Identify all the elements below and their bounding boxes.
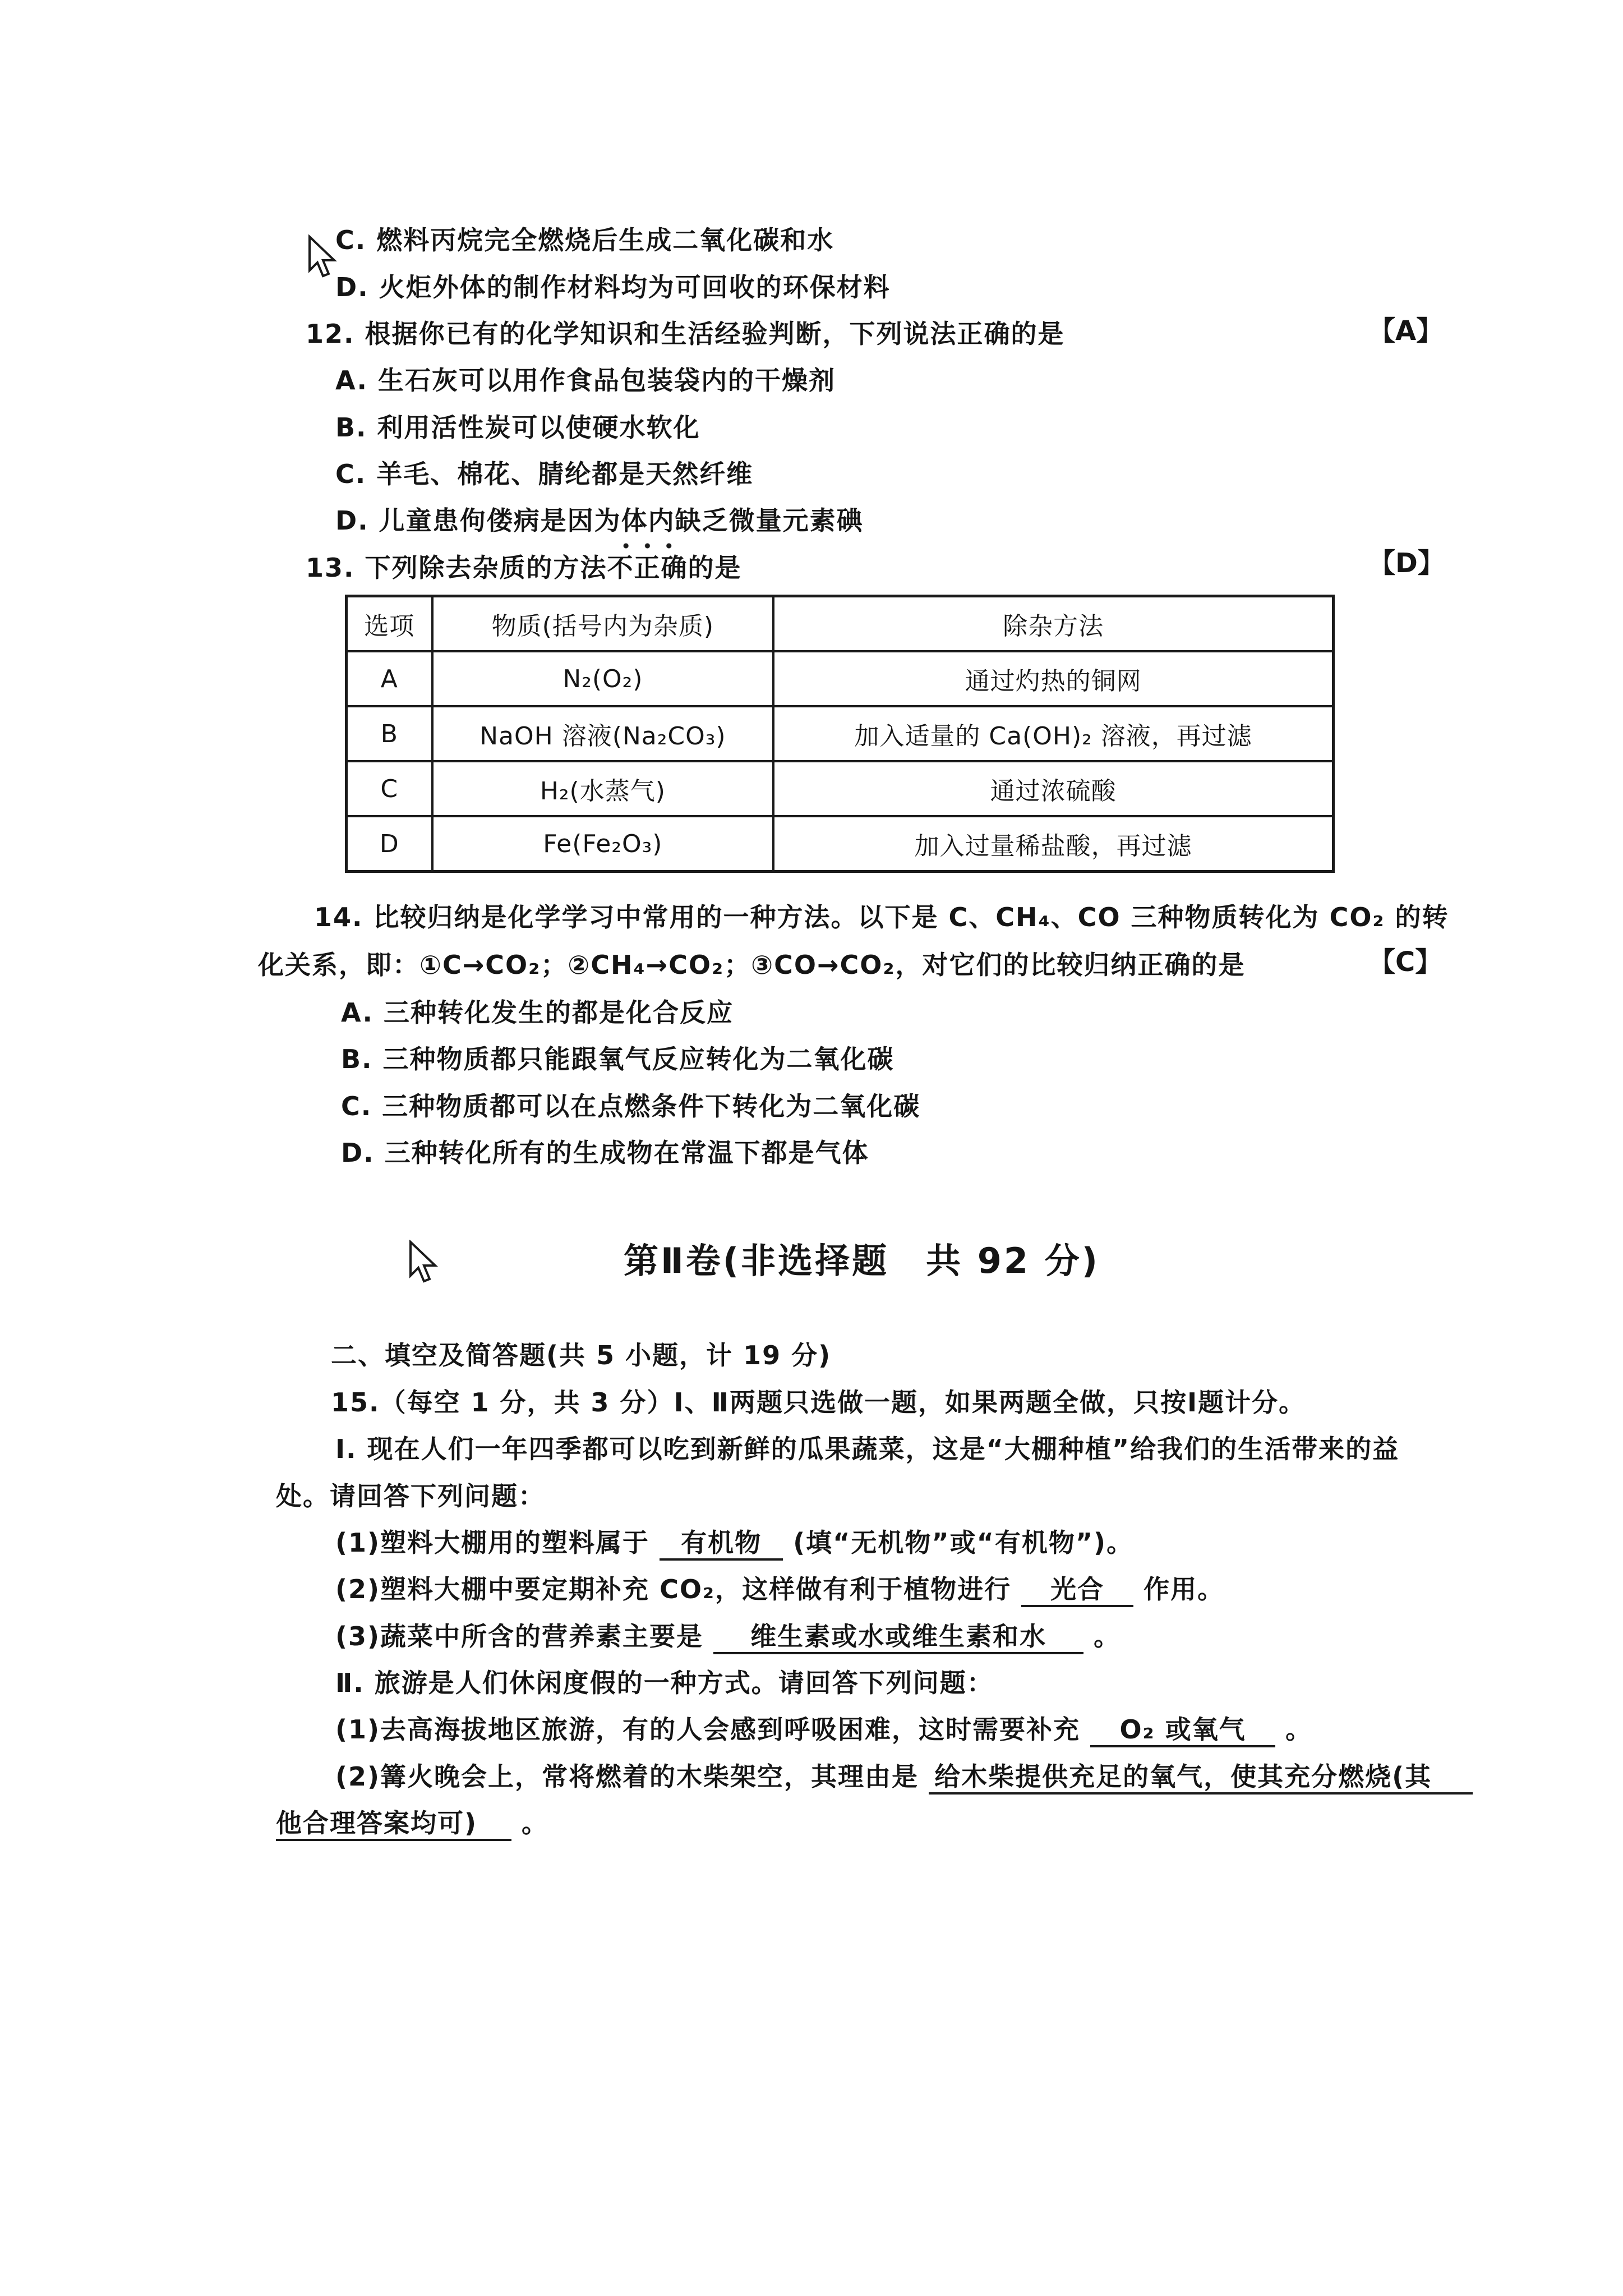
q15-stem: 15.（每空 1 分，共 3 分）Ⅰ、Ⅱ两题只选做一题，如果两题全做，只按Ⅰ题计分。: [331, 1387, 1306, 1418]
q15-p1-q1: [335, 1526, 1133, 1561]
table-cell: A: [347, 651, 432, 706]
q15-p2-q2-suffix: 。: [522, 1808, 549, 1838]
q14-option-d: D. 三种转化所有的生成物在常温下都是气体: [341, 1138, 869, 1168]
table-cell: 加入过量稀盐酸，再过滤: [773, 816, 1333, 872]
mouse-cursor-icon: [408, 1240, 442, 1285]
q15-p1-q3-suffix: 。: [1094, 1621, 1121, 1651]
table-cell: Fe(Fe₂O₃): [432, 816, 774, 872]
q14-stem-line2: 化关系，即：①C→CO₂；②CH₄→CO₂；③CO→CO₂，对它们的比较归纳正确的是: [258, 950, 1246, 980]
table-cell: H₂(水蒸气): [432, 761, 774, 816]
table-cell: D: [347, 816, 432, 872]
q13-stem: [306, 551, 742, 585]
q13-stem-before: 13. 下列除去杂质的方法: [306, 553, 607, 583]
q15-p1-q2-prefix: (2)塑料大棚中要定期补充 CO₂，这样做有利于植物进行: [335, 1574, 1012, 1604]
q12-option-c: C. 羊毛、棉花、腈纶都是天然纤维: [335, 459, 754, 489]
q15-p2-q2-answer-line2: 他合理答案均可): [276, 1807, 511, 1841]
q12-stem: 12. 根据你已有的化学知识和生活经验判断，下列说法正确的是: [306, 319, 1065, 349]
q15-p1-q2-answer: 光合: [1021, 1573, 1133, 1607]
q15-part1-intro-line2: 处。请回答下列问题：: [276, 1481, 545, 1511]
q14-stem-line1: 14. 比较归纳是化学学习中常用的一种方法。以下是 C、CH₄、CO 三种物质转化为 CO₂ 的转: [314, 902, 1449, 932]
q15-p1-q2: [335, 1572, 1224, 1607]
q14-answer: 【C】: [1368, 946, 1442, 978]
q15-p2-q1: [335, 1713, 1312, 1747]
table-cell: B: [347, 706, 432, 761]
table-header-cell: 物质(括号内为杂质): [432, 596, 774, 652]
table-row: [347, 761, 1334, 816]
q12-option-d: D. 儿童患佝偻病是因为体内缺乏微量元素碘: [335, 505, 864, 536]
table-header-row: [347, 596, 1334, 652]
q15-p1-q1-prefix: (1)塑料大棚用的塑料属于: [335, 1527, 650, 1558]
q14-option-a: A. 三种转化发生的都是化合反应: [341, 997, 734, 1028]
q15-p2-q2-answer-line1: 给木柴提供充足的氧气，使其充分燃烧(其: [929, 1761, 1473, 1795]
table-header-cell: 除杂方法: [773, 596, 1333, 652]
table-cell: 通过浓硫酸: [773, 761, 1333, 816]
q14-option-c: C. 三种物质都可以在点燃条件下转化为二氧化碳: [341, 1091, 921, 1121]
q12-answer: 【A】: [1368, 315, 1444, 347]
table-row: [347, 651, 1334, 706]
table-row: [347, 816, 1334, 872]
q15-p1-q3: [335, 1619, 1121, 1654]
q15-p2-q2-line1: [335, 1760, 1473, 1795]
table-cell: N₂(O₂): [432, 651, 774, 706]
q14-option-b: B. 三种物质都只能跟氧气反应转化为二氧化碳: [341, 1044, 895, 1074]
q15-p1-q3-answer: 维生素或水或维生素和水: [713, 1621, 1083, 1654]
q15-part2-intro: Ⅱ. 旅游是人们休闲度假的一种方式。请回答下列问题：: [335, 1668, 994, 1698]
q15-p1-q1-answer: 有机物: [660, 1527, 783, 1561]
q15-p2-q1-suffix: 。: [1285, 1714, 1313, 1745]
q15-p2-q2-line2: [276, 1806, 548, 1841]
q13-answer: 【D】: [1368, 547, 1445, 579]
table-cell: NaOH 溶液(Na₂CO₃): [432, 706, 774, 761]
table-cell: 加入适量的 Ca(OH)₂ 溶液，再过滤: [773, 706, 1333, 761]
q12-option-a: A. 生石灰可以用作食品包装袋内的干燥剂: [335, 365, 836, 395]
q15-p2-q1-answer: O₂ 或氧气: [1090, 1714, 1275, 1747]
table-row: [347, 706, 1334, 761]
q15-p2-q2-prefix: (2)篝火晚会上，常将燃着的木柴架空，其理由是: [335, 1761, 919, 1792]
q15-part1-intro-line1: Ⅰ. 现在人们一年四季都可以吃到新鲜的瓜果蔬菜，这是“大棚种植”给我们的生活带来的益: [335, 1434, 1400, 1464]
table-header-cell: 选项: [347, 596, 432, 652]
q13-stem-emphasis: 不正确: [607, 551, 688, 585]
q15-p1-q1-suffix: (填“无机物”或“有机物”)。: [793, 1527, 1134, 1558]
table-cell: 通过灼热的铜网: [773, 651, 1333, 706]
q12-option-b: B. 利用活性炭可以使硬水软化: [335, 412, 700, 443]
table-cell: C: [347, 761, 432, 816]
part2-heading: 第Ⅱ卷(非选择题 共 92 分): [624, 1240, 1100, 1281]
q11-option-c: C. 燃料丙烷完全燃烧后生成二氧化碳和水: [335, 225, 834, 255]
q13-table: [345, 595, 1335, 873]
q15-p1-q3-prefix: (3)蔬菜中所含的营养素主要是: [335, 1621, 704, 1651]
section2-title: 二、填空及简答题(共 5 小题，计 19 分): [331, 1340, 832, 1370]
q13-stem-after: 的是: [688, 553, 742, 583]
q15-p2-q1-prefix: (1)去高海拔地区旅游，有的人会感到呼吸困难，这时需要补充: [335, 1714, 1081, 1745]
q15-p1-q2-suffix: 作用。: [1144, 1574, 1225, 1604]
q11-option-d: D. 火炬外体的制作材料均为可回收的环保材料: [335, 272, 891, 302]
